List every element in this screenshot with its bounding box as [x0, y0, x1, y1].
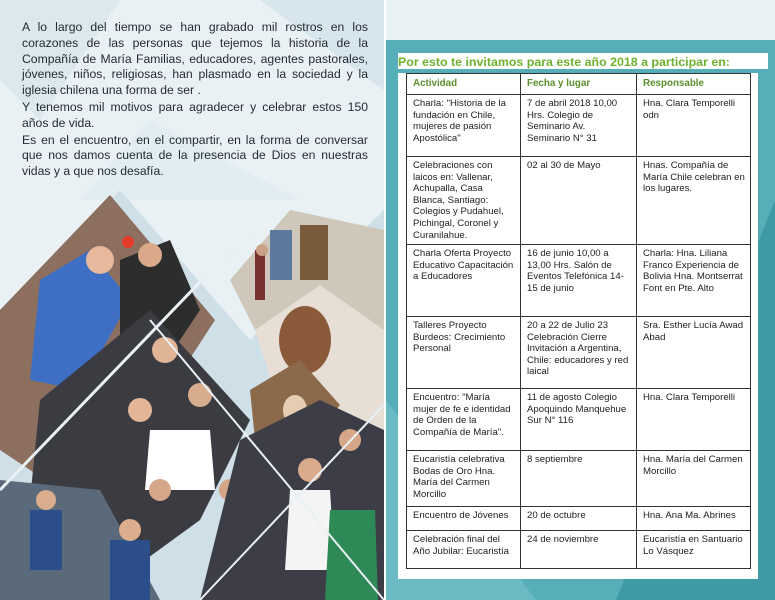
intro-text — [22, 20, 368, 181]
responsible-cell: Hna. Clara Temporelli — [637, 389, 751, 451]
activities-table-container — [398, 73, 758, 579]
activity-cell: Encuentro: "María mujer de fe e identidad de Orden de la Compañía de María". — [407, 389, 521, 451]
photo-collage — [0, 190, 384, 600]
activity-cell: Talleres Proyecto Burdeos: Crecimiento Personal — [407, 317, 521, 389]
responsible-cell: Charla: Hna. Liliana Franco Experiencia de Bolivia Hna. Montserrat Font en Pte. Alto — [637, 245, 751, 317]
header-activity: Actividad — [407, 74, 521, 95]
responsible-cell: Eucaristía en Santuario Lo Vásquez — [637, 531, 751, 569]
table-row — [407, 245, 751, 317]
activity-cell: Eucaristía celebrativa Bodas de Oro Hna. María del Carmen Morcillo — [407, 451, 521, 507]
intro-paragraph-1: A lo largo del tiempo se han grabado mil rostros en los corazones de las personas que tejemos la historia de la Compañía de María Familias, educadores, agentes pastorales, jóvenes, niños, religiosas, han plasmado en la sociedad y la iglesia chilena una forma de ser . — [22, 20, 368, 98]
right-panel — [386, 0, 775, 600]
table-row — [407, 507, 751, 531]
date-place-cell: 20 a 22 de Julio 23 Celebración Cierre Invitación a Argentina, Chile: educadores y red laical — [521, 317, 637, 389]
table-row — [407, 389, 751, 451]
activity-cell: Encuentro de Jóvenes — [407, 507, 521, 531]
table-row — [407, 95, 751, 157]
responsible-cell: Hna. Ana Ma. Abrines — [637, 507, 751, 531]
activity-cell: Celebración final del Año Jubilar: Eucaristía — [407, 531, 521, 569]
activities-table — [406, 73, 751, 569]
table-header-row — [407, 74, 751, 95]
activity-cell: Celebraciones con laicos en: Vallenar, Achupalla, Casa Blanca, Santiago: Colegios y Pudahuel, Pichingal, Coronel y Curanilahue. — [407, 157, 521, 245]
date-place-cell: 02 al 30 de Mayo — [521, 157, 637, 245]
table-row — [407, 157, 751, 245]
table-row — [407, 451, 751, 507]
left-panel — [0, 0, 384, 600]
invitation-heading: Por esto te invitamos para este año 2018 a participar en: — [398, 53, 768, 69]
date-place-cell: 11 de agosto Colegio Apoquindo Manquehue Sur N° 116 — [521, 389, 637, 451]
responsible-cell: Hnas. Compañía de María Chile celebran en los lugares. — [637, 157, 751, 245]
responsible-cell: Hna. María del Carmen Morcillo — [637, 451, 751, 507]
date-place-cell: 16 de junio 10,00 a 13,00 Hrs. Salón de Eventos Telefónica 14-15 de junio — [521, 245, 637, 317]
table-row — [407, 317, 751, 389]
header-date-place: Fecha y lugar — [521, 74, 637, 95]
responsible-cell: Hna. Clara Temporelli odn — [637, 95, 751, 157]
table-row — [407, 531, 751, 569]
activity-cell: Charla Oferta Proyecto Educativo Capacitación a Educadores — [407, 245, 521, 317]
intro-paragraph-2: Y tenemos mil motivos para agradecer y celebrar estos 150 años de vida. — [22, 99, 368, 130]
date-place-cell: 24 de noviembre — [521, 531, 637, 569]
date-place-cell: 20 de octubre — [521, 507, 637, 531]
date-place-cell: 7 de abril 2018 10,00 Hrs. Colegio de Seminario Av. Seminario N° 31 — [521, 95, 637, 157]
activity-cell: Charla: "Historia de la fundación en Chile, mujeres de pasión Apostólica" — [407, 95, 521, 157]
header-responsible: Responsable — [637, 74, 751, 95]
intro-paragraph-3: Es en el encuentro, en el compartir, en la forma de conversar que nos damos cuenta de la presencia de Dios en nuestras vidas y a que nos desafía. — [22, 132, 368, 179]
date-place-cell: 8 septiembre — [521, 451, 637, 507]
responsible-cell: Sra. Esther Lucía Awad Abad — [637, 317, 751, 389]
